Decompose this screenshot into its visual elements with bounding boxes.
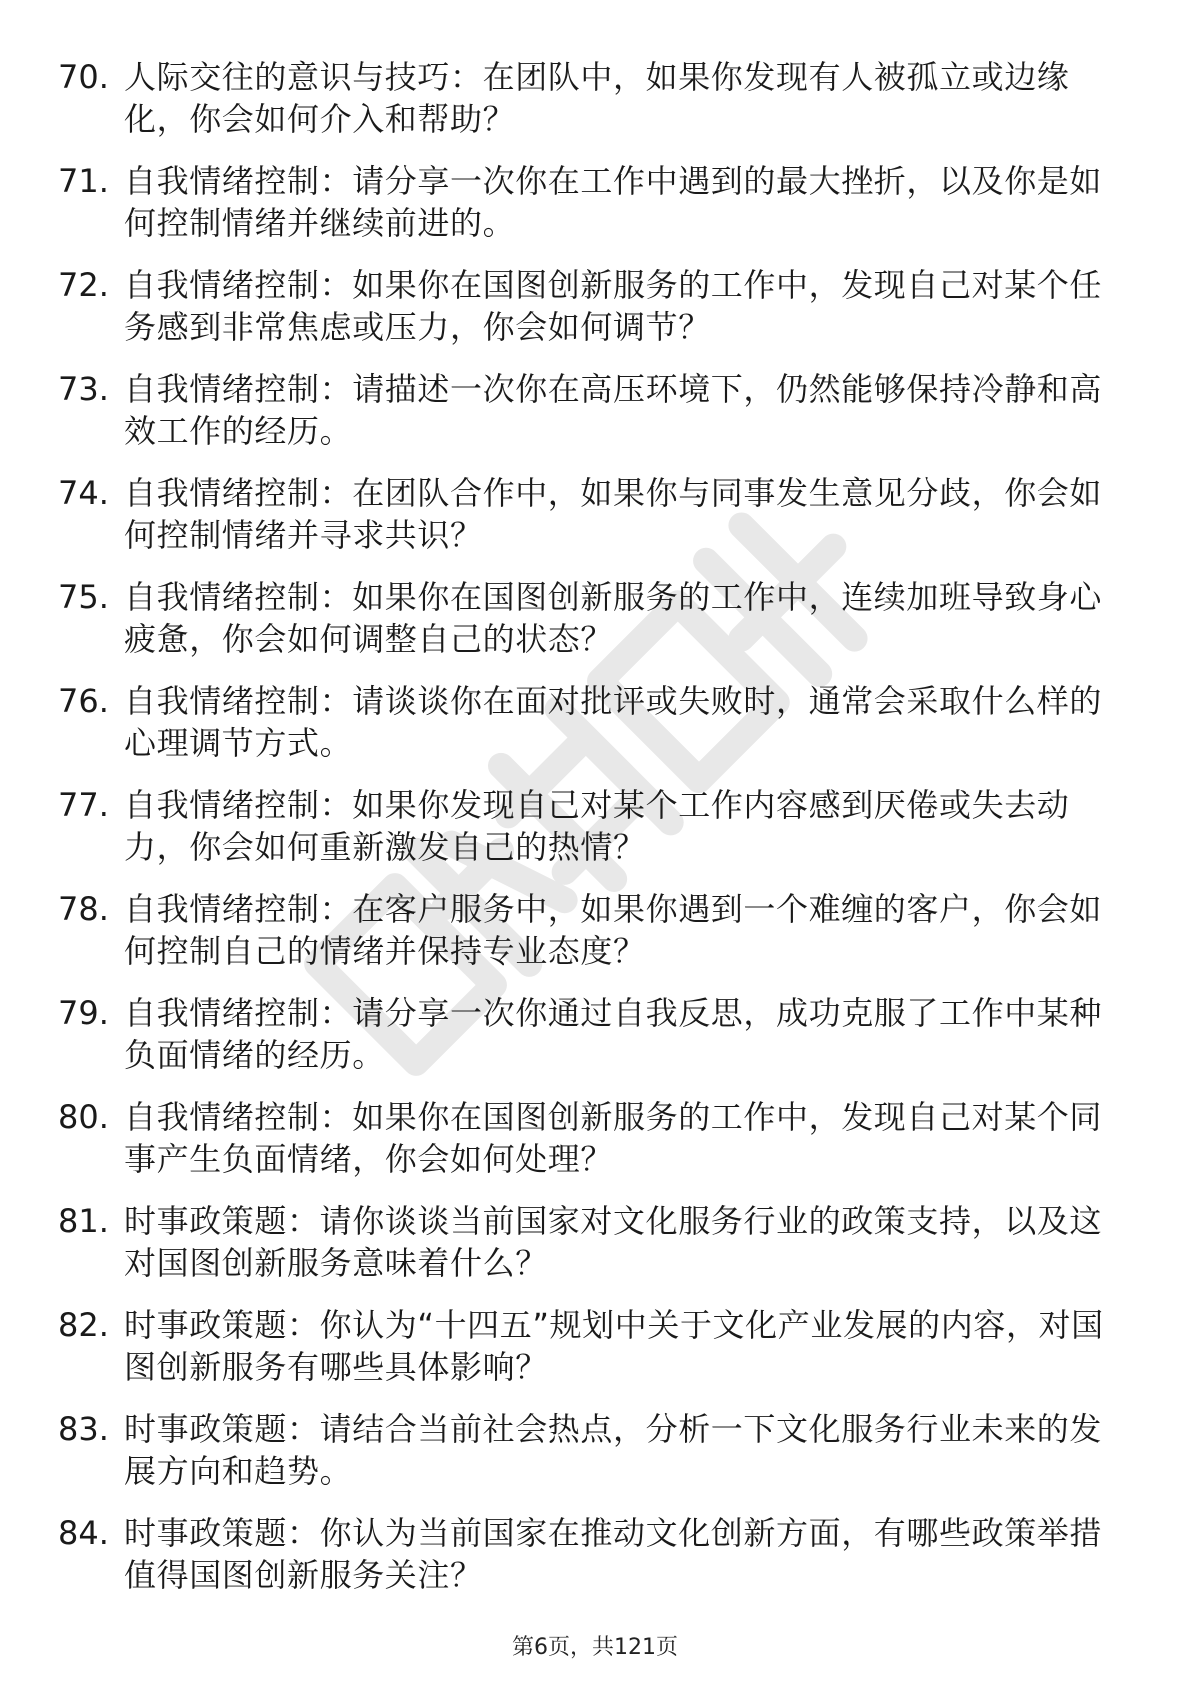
question-item bbox=[58, 56, 1118, 160]
question-text: 自我情绪控制：如果你在国图创新服务的工作中，连续加班导致身心疲惫，你会如何调整自己的状态？ bbox=[124, 578, 1103, 658]
question-text: 自我情绪控制：在团队合作中，如果你与同事发生意见分歧，你会如何控制情绪并寻求共识？ bbox=[124, 474, 1103, 554]
question-text: 自我情绪控制：请分享一次你通过自我反思，成功克服了工作中某种负面情绪的经历。 bbox=[124, 994, 1103, 1074]
question-item bbox=[58, 160, 1118, 264]
question-text: 时事政策题：请你谈谈当前国家对文化服务行业的政策支持，以及这对国图创新服务意味着什么？ bbox=[124, 1202, 1103, 1282]
question-number: 72. bbox=[58, 266, 109, 304]
question-item bbox=[58, 1304, 1118, 1408]
page-number-footer: 第6页，共121页 bbox=[512, 1635, 678, 1660]
question-number: 83. bbox=[58, 1410, 109, 1448]
question-number: 84. bbox=[58, 1514, 109, 1552]
question-item bbox=[58, 368, 1118, 472]
question-text: 自我情绪控制：请分享一次你在工作中遇到的最大挫折，以及你是如何控制情绪并继续前进的。 bbox=[124, 162, 1103, 242]
question-text: 时事政策题：你认为当前国家在推动文化创新方面，有哪些政策举措值得国图创新服务关注？ bbox=[124, 1514, 1103, 1594]
question-item bbox=[58, 992, 1118, 1096]
question-number: 82. bbox=[58, 1306, 109, 1344]
question-item bbox=[58, 576, 1118, 680]
question-text: 自我情绪控制：请描述一次你在高压环境下，仍然能够保持冷静和高效工作的经历。 bbox=[124, 370, 1103, 450]
question-item bbox=[58, 264, 1118, 368]
question-item bbox=[58, 784, 1118, 888]
question-item bbox=[58, 1096, 1118, 1200]
question-number: 75. bbox=[58, 578, 109, 616]
question-number: 78. bbox=[58, 890, 109, 928]
question-text: 时事政策题：请结合当前社会热点，分析一下文化服务行业未来的发展方向和趋势。 bbox=[124, 1410, 1103, 1490]
question-number: 79. bbox=[58, 994, 109, 1032]
question-number: 76. bbox=[58, 682, 109, 720]
question-text: 自我情绪控制：如果你发现自己对某个工作内容感到厌倦或失去动力，你会如何重新激发自己的热情？ bbox=[124, 786, 1070, 866]
question-number: 70. bbox=[58, 58, 109, 96]
question-text: 自我情绪控制：如果你在国图创新服务的工作中，发现自己对某个同事产生负面情绪，你会如何处理？ bbox=[124, 1098, 1103, 1178]
question-text: 自我情绪控制：在客户服务中，如果你遇到一个难缠的客户，你会如何控制自己的情绪并保持专业态度？ bbox=[124, 890, 1103, 970]
question-text: 自我情绪控制：请谈谈你在面对批评或失败时，通常会采取什么样的心理调节方式。 bbox=[124, 682, 1103, 762]
question-text: 自我情绪控制：如果你在国图创新服务的工作中，发现自己对某个任务感到非常焦虑或压力，你会如何调节？ bbox=[124, 266, 1103, 346]
question-number: 74. bbox=[58, 474, 109, 512]
question-number: 71. bbox=[58, 162, 109, 200]
question-number: 81. bbox=[58, 1202, 109, 1240]
question-number: 80. bbox=[58, 1098, 109, 1136]
question-item bbox=[58, 1200, 1118, 1304]
question-item bbox=[58, 888, 1118, 992]
question-item bbox=[58, 1408, 1118, 1512]
question-number: 77. bbox=[58, 786, 109, 824]
question-list bbox=[58, 56, 1118, 1616]
question-item bbox=[58, 1512, 1118, 1616]
question-item bbox=[58, 680, 1118, 784]
question-number: 73. bbox=[58, 370, 109, 408]
question-item bbox=[58, 472, 1118, 576]
question-text: 人际交往的意识与技巧：在团队中，如果你发现有人被孤立或边缘化，你会如何介入和帮助？ bbox=[124, 58, 1070, 138]
question-text: 时事政策题：你认为“十四五”规划中关于文化产业发展的内容，对国图创新服务有哪些具体影响？ bbox=[124, 1306, 1104, 1386]
